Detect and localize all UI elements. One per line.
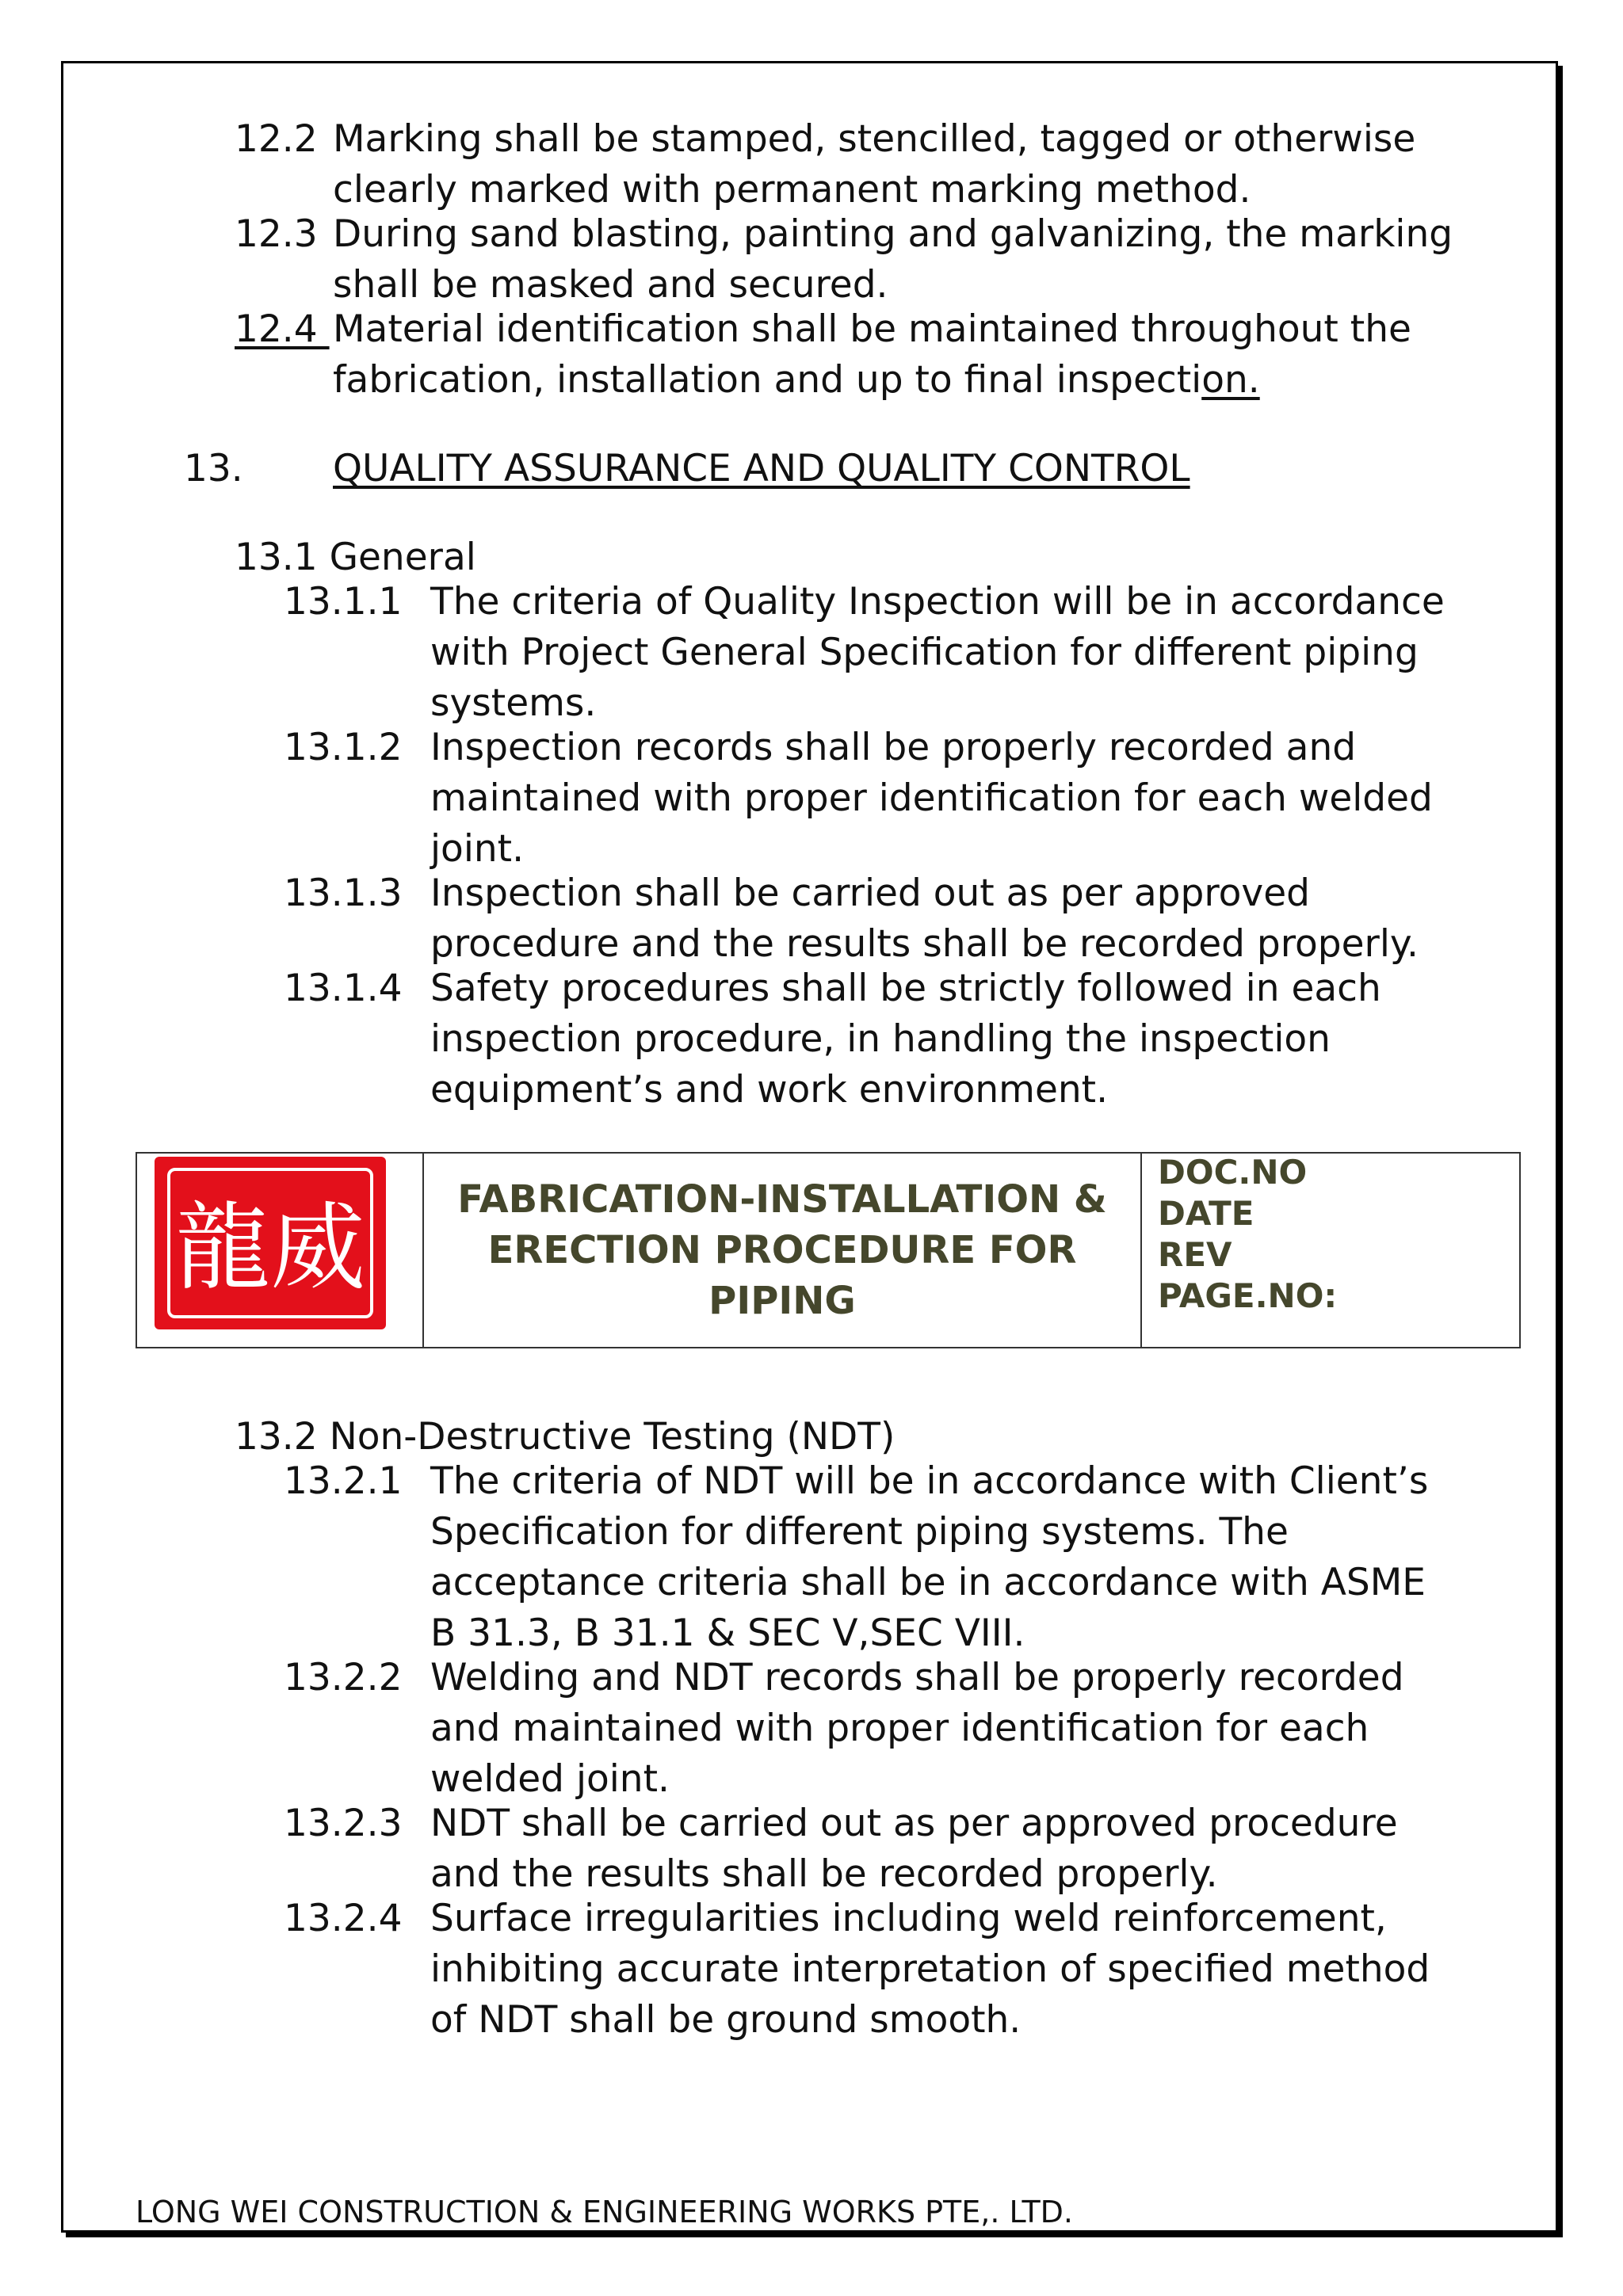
section-number: 13. bbox=[184, 447, 243, 490]
item-text: NDT shall be carried out as per approved procedure bbox=[430, 1802, 1398, 1845]
clause-number: 12.2 bbox=[235, 117, 318, 161]
item-number: 13.2.1 bbox=[284, 1459, 403, 1503]
title-line: PIPING bbox=[708, 1279, 856, 1323]
section-title: QUALITY ASSURANCE AND QUALITY CONTROL bbox=[333, 447, 1190, 490]
date-label: DATE bbox=[1158, 1194, 1254, 1233]
logo-cell bbox=[137, 1154, 424, 1347]
item-text: of NDT shall be ground smooth. bbox=[430, 1998, 1022, 2042]
item-text: procedure and the results shall be recorded properly. bbox=[430, 922, 1419, 966]
item-number: 13.1.3 bbox=[284, 871, 403, 915]
company-seal-logo bbox=[155, 1157, 386, 1329]
document-header-block bbox=[136, 1152, 1521, 1348]
item-text: Specification for different piping systems. The bbox=[430, 1510, 1289, 1554]
doc-no-label: DOC.NO bbox=[1158, 1153, 1308, 1192]
item-number: 13.2.4 bbox=[284, 1897, 403, 1940]
clause-number: 12.3 bbox=[235, 212, 318, 256]
item-text: and maintained with proper identification for each bbox=[430, 1707, 1369, 1750]
item-text: inspection procedure, in handling the inspection bbox=[430, 1017, 1331, 1061]
subsection-heading: 13.2 Non-Destructive Testing (NDT) bbox=[235, 1415, 896, 1459]
seal-glyph-icon bbox=[155, 1157, 386, 1329]
item-number: 13.1.4 bbox=[284, 967, 403, 1010]
subsection-heading: 13.1 General bbox=[235, 536, 476, 579]
item-text: Safety procedures shall be strictly followed in each bbox=[430, 967, 1381, 1010]
item-text: equipment’s and work environment. bbox=[430, 1068, 1109, 1112]
company-footer: LONG WEI CONSTRUCTION & ENGINEERING WORKS PTE,. LTD. bbox=[136, 2195, 1074, 2229]
item-text: with Project General Specification for different piping bbox=[430, 631, 1419, 674]
item-text: The criteria of Quality Inspection will be in accordance bbox=[430, 580, 1445, 624]
clause-text: fabrication, installation and up to final inspection. bbox=[333, 358, 1260, 402]
meta-cell bbox=[1142, 1154, 1519, 1347]
item-text: acceptance criteria shall be in accordance with ASME bbox=[430, 1561, 1426, 1604]
title-cell bbox=[424, 1154, 1142, 1347]
item-number: 13.2.2 bbox=[284, 1656, 403, 1699]
item-number: 13.1.2 bbox=[284, 726, 403, 769]
item-number: 13.2.3 bbox=[284, 1802, 403, 1845]
rev-label: REV bbox=[1158, 1235, 1232, 1274]
item-text: The criteria of NDT will be in accordance with Client’s bbox=[430, 1459, 1429, 1503]
clause-text: shall be masked and secured. bbox=[333, 263, 888, 307]
title-line: ERECTION PROCEDURE FOR bbox=[487, 1228, 1077, 1272]
page-no-label: PAGE.NO: bbox=[1158, 1276, 1338, 1315]
item-text: Inspection records shall be properly recorded and bbox=[430, 726, 1357, 769]
item-text: and the results shall be recorded properly. bbox=[430, 1852, 1218, 1896]
document-title bbox=[441, 1174, 1123, 1326]
item-text: maintained with proper identification for each welded bbox=[430, 776, 1433, 820]
item-text: welded joint. bbox=[430, 1757, 670, 1801]
clause-number: 12.4 bbox=[235, 307, 330, 351]
svg-text:龍威: 龍威 bbox=[175, 1193, 365, 1303]
clause-text: Material identification shall be maintained throughout the bbox=[333, 307, 1411, 351]
item-text: Welding and NDT records shall be properly recorded bbox=[430, 1656, 1404, 1699]
item-text: inhibiting accurate interpretation of specified method bbox=[430, 1947, 1430, 1991]
clause-text: Marking shall be stamped, stencilled, tagged or otherwise bbox=[333, 117, 1416, 161]
item-text: joint. bbox=[430, 827, 525, 871]
item-text: B 31.3, B 31.1 & SEC V,SEC VIII. bbox=[430, 1611, 1025, 1655]
clause-text: clearly marked with permanent marking method. bbox=[333, 168, 1251, 212]
title-line: FABRICATION-INSTALLATION & bbox=[457, 1177, 1107, 1222]
item-text: systems. bbox=[430, 681, 597, 725]
item-number: 13.1.1 bbox=[284, 580, 403, 624]
clause-text: During sand blasting, painting and galvanizing, the marking bbox=[333, 212, 1453, 256]
item-text: Inspection shall be carried out as per approved bbox=[430, 871, 1310, 915]
item-text: Surface irregularities including weld reinforcement, bbox=[430, 1897, 1387, 1940]
